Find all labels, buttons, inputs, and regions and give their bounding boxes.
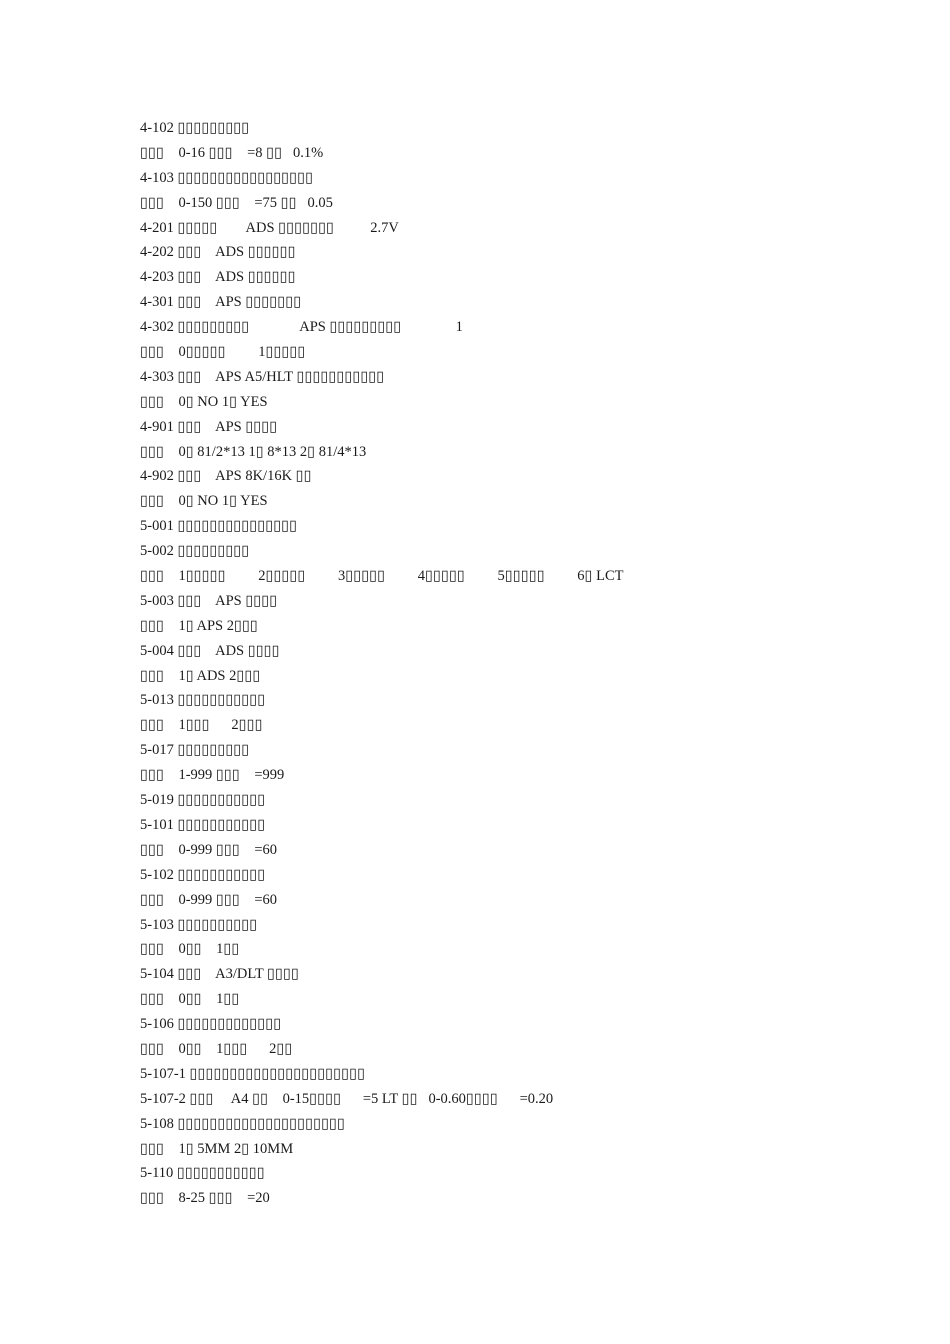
text-line: 4-202 ▯▯▯ ADS ▯▯▯▯▯▯ [140,244,296,261]
text-line: ▯▯▯ 0▯▯ 1▯▯ [140,941,240,958]
text-line: ▯▯▯ 0▯ 81/2*13 1▯ 8*13 2▯ 81/4*13 [140,443,367,460]
text-line: ▯▯▯ 0▯▯▯▯▯ 1▯▯▯▯▯ [140,344,306,361]
text-line: 4-103 ▯▯▯▯▯▯▯▯▯▯▯▯▯▯▯▯▯ [140,169,314,186]
text-line: 5-002 ▯▯▯▯▯▯▯▯▯ [140,543,250,560]
text-line: 5-103 ▯▯▯▯▯▯▯▯▯▯ [140,916,258,933]
text-line: 5-004 ▯▯▯ ADS ▯▯▯▯ [140,642,280,659]
text-line: ▯▯▯ 0-999 ▯▯▯ =60 [140,841,278,858]
text-line: 4-102 ▯▯▯▯▯▯▯▯▯ [140,120,250,136]
text-line: 5-001 ▯▯▯▯▯▯▯▯▯▯▯▯▯▯▯ [140,518,298,535]
text-line: 5-017 ▯▯▯▯▯▯▯▯▯ [140,742,250,759]
text-line: 4-303 ▯▯▯ APS A5/HLT ▯▯▯▯▯▯▯▯▯▯▯ [140,368,385,385]
text-line: 4-302 ▯▯▯▯▯▯▯▯▯ APS ▯▯▯▯▯▯▯▯▯ 1 [140,319,463,336]
document-body [140,116,840,1211]
text-line: ▯▯▯ 8-25 ▯▯▯ =20 [140,1190,270,1207]
text-line: ▯▯▯ 0▯▯ 1▯▯ [140,991,240,1008]
text-line: 4-901 ▯▯▯ APS ▯▯▯▯ [140,418,278,435]
text-line: ▯▯▯ 0▯ NO 1▯ YES [140,493,268,510]
text-line: 5-003 ▯▯▯ APS ▯▯▯▯ [140,592,278,609]
text-line: 4-203 ▯▯▯ ADS ▯▯▯▯▯▯ [140,269,296,286]
text-line: ▯▯▯ 0▯▯ 1▯▯▯ 2▯▯ [140,1040,293,1057]
text-line: 5-019 ▯▯▯▯▯▯▯▯▯▯▯ [140,792,266,809]
text-line: 5-108 ▯▯▯▯▯▯▯▯▯▯▯▯▯▯▯▯▯▯▯▯▯ [140,1115,346,1132]
text-line: 5-102 ▯▯▯▯▯▯▯▯▯▯▯ [140,866,266,883]
text-line: ▯▯▯ 1▯▯▯▯▯ 2▯▯▯▯▯ 3▯▯▯▯▯ 4▯▯▯▯▯ 5▯▯▯▯▯ 6▯ LCT [140,568,624,585]
text-line: 4-201 ▯▯▯▯▯ ADS ▯▯▯▯▯▯▯ 2.7V [140,219,399,236]
text-line: ▯▯▯ 0-16 ▯▯▯ =8 ▯▯ 0.1% [140,144,324,161]
text-line: ▯▯▯ 0-150 ▯▯▯ =75 ▯▯ 0.05 [140,194,333,211]
text-line: ▯▯▯ 1-999 ▯▯▯ =999 [140,767,285,784]
text-line: ▯▯▯ 0-999 ▯▯▯ =60 [140,891,278,908]
text-line: 4-902 ▯▯▯ APS 8K/16K ▯▯ [140,468,312,485]
text-line: ▯▯▯ 1▯ APS 2▯▯▯ [140,617,258,634]
text-line: 5-106 ▯▯▯▯▯▯▯▯▯▯▯▯▯ [140,1016,282,1033]
text-line: 5-110 ▯▯▯▯▯▯▯▯▯▯▯ [140,1165,265,1182]
text-line: ▯▯▯ 1▯ ADS 2▯▯▯ [140,667,261,684]
text-line: ▯▯▯ 0▯ NO 1▯ YES [140,393,268,410]
text-line: 5-107-1 ▯▯▯▯▯▯▯▯▯▯▯▯▯▯▯▯▯▯▯▯▯▯ [140,1065,366,1082]
text-line: 5-104 ▯▯▯ A3/DLT ▯▯▯▯ [140,966,299,983]
text-line: 4-301 ▯▯▯ APS ▯▯▯▯▯▯▯ [140,294,302,311]
text-line: 5-013 ▯▯▯▯▯▯▯▯▯▯▯ [140,692,266,709]
text-line: ▯▯▯ 1▯▯▯ 2▯▯▯ [140,717,263,734]
text-line: 5-101 ▯▯▯▯▯▯▯▯▯▯▯ [140,816,266,833]
text-line: ▯▯▯ 1▯ 5MM 2▯ 10MM [140,1140,294,1157]
text-line: 5-107-2 ▯▯▯ A4 ▯▯ 0-15▯▯▯▯ =5 LT ▯▯ 0-0.60▯▯▯▯ =0.20 [140,1090,554,1107]
